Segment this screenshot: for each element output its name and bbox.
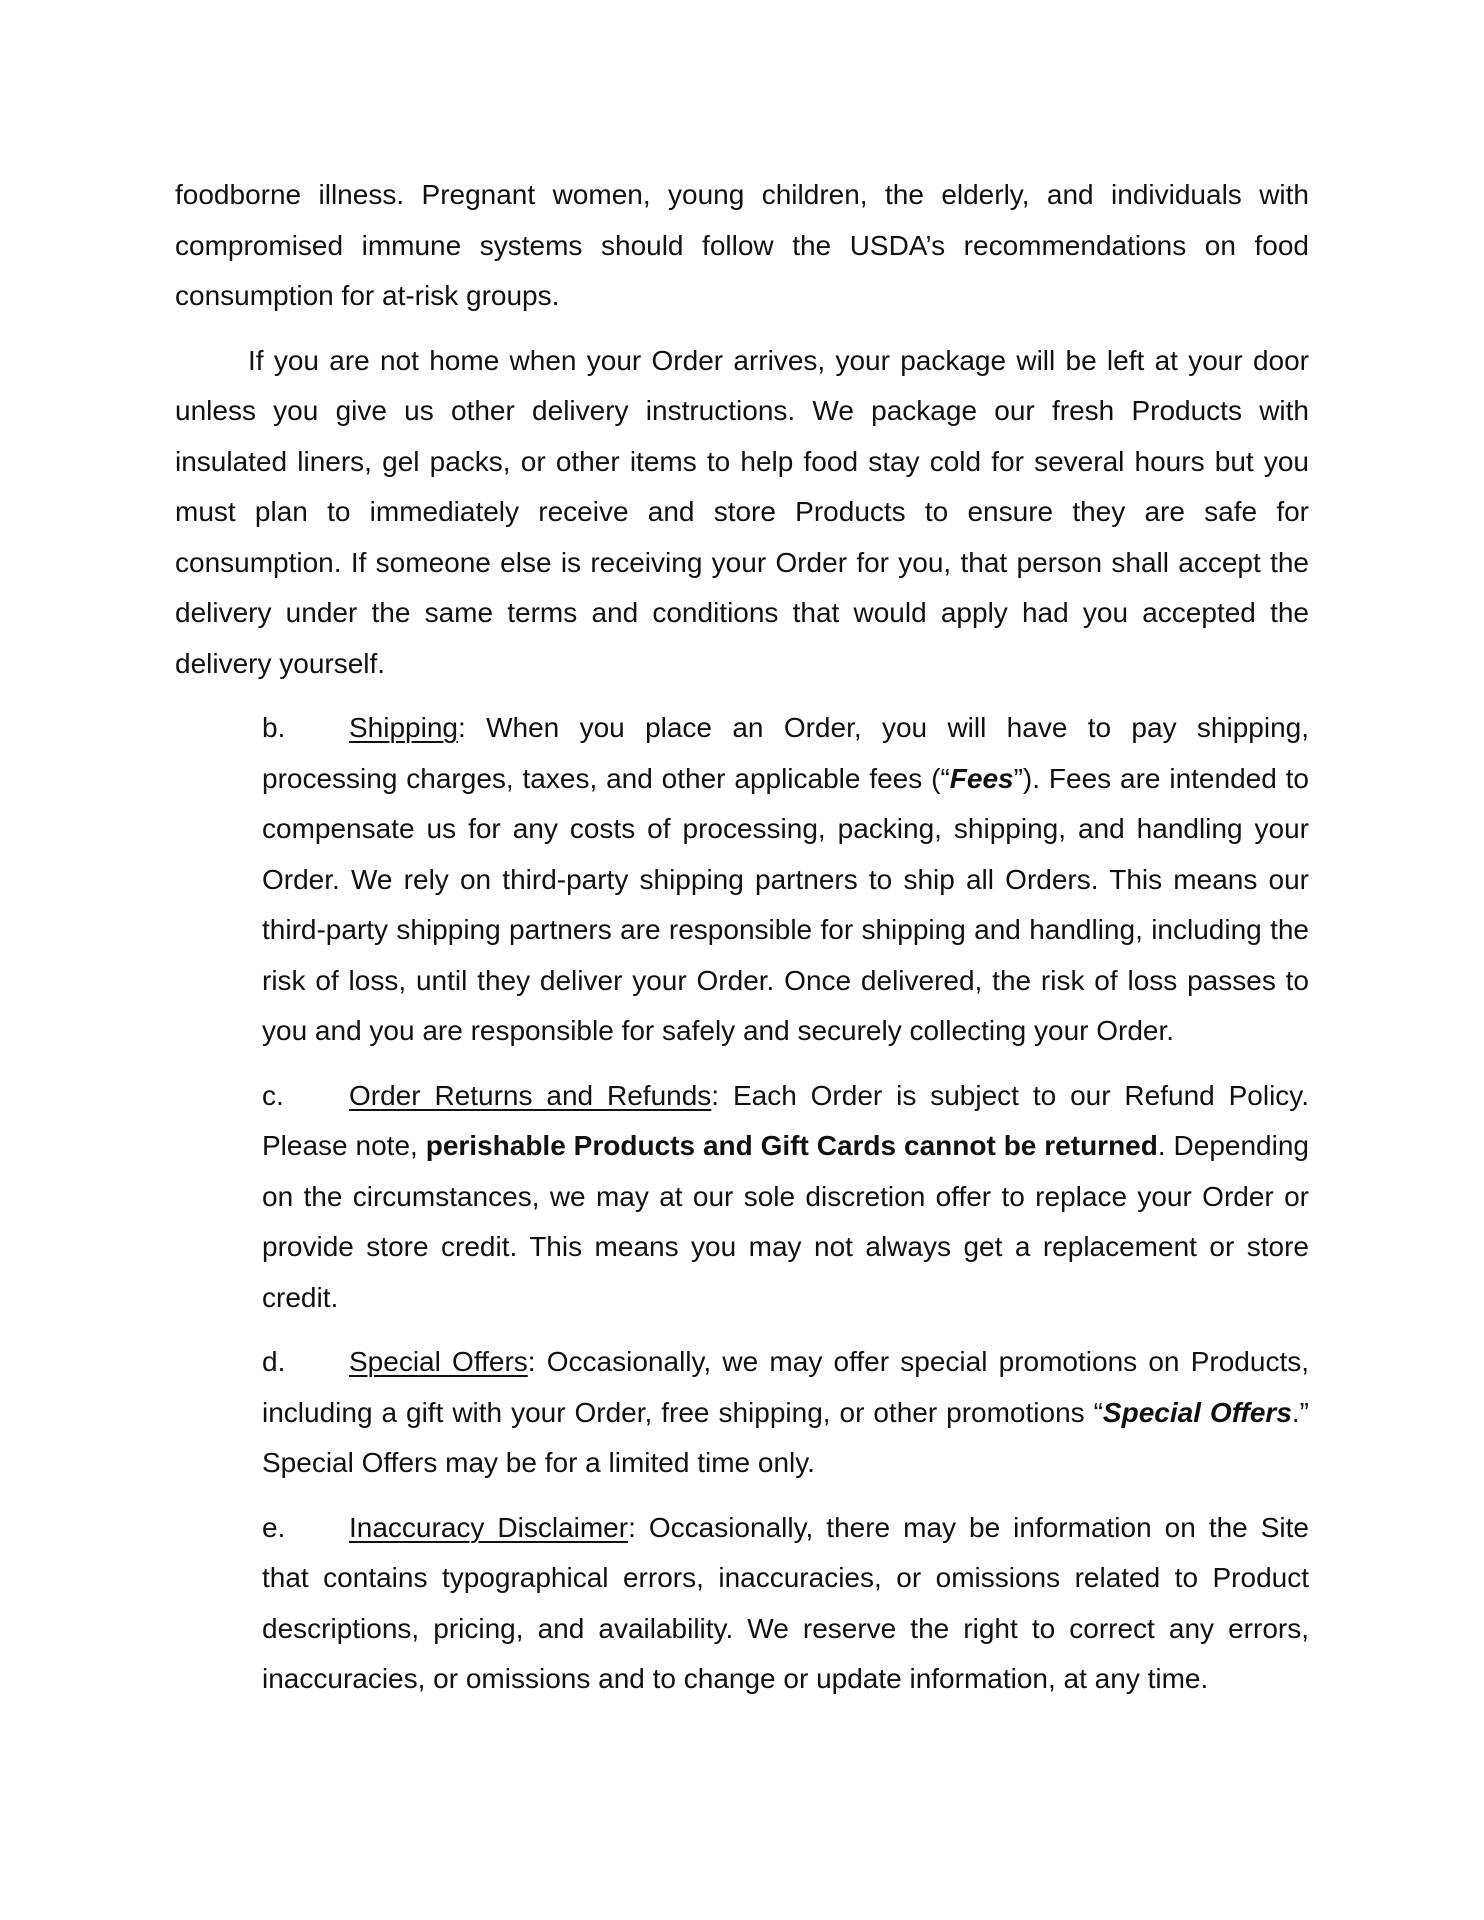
section-item-shipping bbox=[262, 703, 1309, 1057]
item-heading: Shipping bbox=[349, 712, 458, 743]
defined-term: Special Offers bbox=[1102, 1396, 1292, 1428]
section-item-special-offers bbox=[262, 1337, 1309, 1489]
item-marker: d. bbox=[262, 1346, 286, 1377]
item-heading: Special Offers bbox=[349, 1346, 528, 1377]
paragraph-delivery: If you are not home when your Order arrives, your package will be left at your door unless you give us other delivery instructions. We package our fresh Products with insulated liners, gel packs, or other items to help food stay cold for several hours but you must plan to immediately receive and store Products to ensure they are safe for consumption. If someone else is receiving your Order for you, that person shall accept the delivery under the same terms and conditions that would apply had you accepted the delivery yourself. bbox=[175, 344, 1309, 679]
item-text: : Occasionally, we may offer special promotions on Products, including a gift with your Order, free shipping, or other promotions “ bbox=[262, 1346, 1309, 1428]
item-text: . Depending on the circumstances, we may at our sole discretion offer to replace your Order or provide store credit. This means you may not always get a replacement or store credit. bbox=[262, 1130, 1309, 1313]
item-text: : Each Order is subject to our Refund Policy. Please note, bbox=[262, 1079, 1309, 1161]
item-text: ”). Fees are intended to compensate us for any costs of processing, packing, shipping, and handling your Order. We rely on third-party shipping partners to ship all Orders. This means our third-party shipping partners are responsible for shipping and handling, including the risk of loss, until they deliver your Order. Once delivered, the risk of loss passes to you and you are responsible for safely and securely collecting your Order. bbox=[262, 762, 1310, 1046]
item-text: .” Special Offers may be for a limited time only. bbox=[262, 1396, 1310, 1478]
item-heading: Inaccuracy Disclaimer bbox=[349, 1511, 629, 1543]
document-page bbox=[175, 170, 1309, 1705]
item-text: : Occasionally, there may be information on the Site that contains typographical errors, inaccuracies, or omissions related to Product descriptions, pricing, and availability. We reserve the right to correct any errors, inaccuracies, or omissions and to change or update information, at any time. bbox=[262, 1511, 1309, 1694]
item-marker: e. bbox=[262, 1511, 286, 1543]
section-item-returns bbox=[262, 1071, 1309, 1324]
item-marker: c. bbox=[262, 1079, 284, 1111]
defined-term: Fees bbox=[949, 762, 1014, 794]
item-text: : When you place an Order, you will have to pay shipping, processing charges, taxes, and other applicable fees (“ bbox=[262, 712, 1309, 794]
bold-notice: perishable Products and Gift Cards cannot be returned bbox=[425, 1130, 1158, 1161]
paragraph-foodborne-illness: foodborne illness. Pregnant women, young children, the elderly, and individuals with compromised immune systems should follow the USDA’s recommendations on food consumption for at-risk groups. bbox=[175, 179, 1309, 311]
item-marker: b. bbox=[262, 712, 286, 743]
section-item-inaccuracy bbox=[262, 1503, 1309, 1705]
item-heading: Order Returns and Refunds bbox=[349, 1079, 712, 1111]
